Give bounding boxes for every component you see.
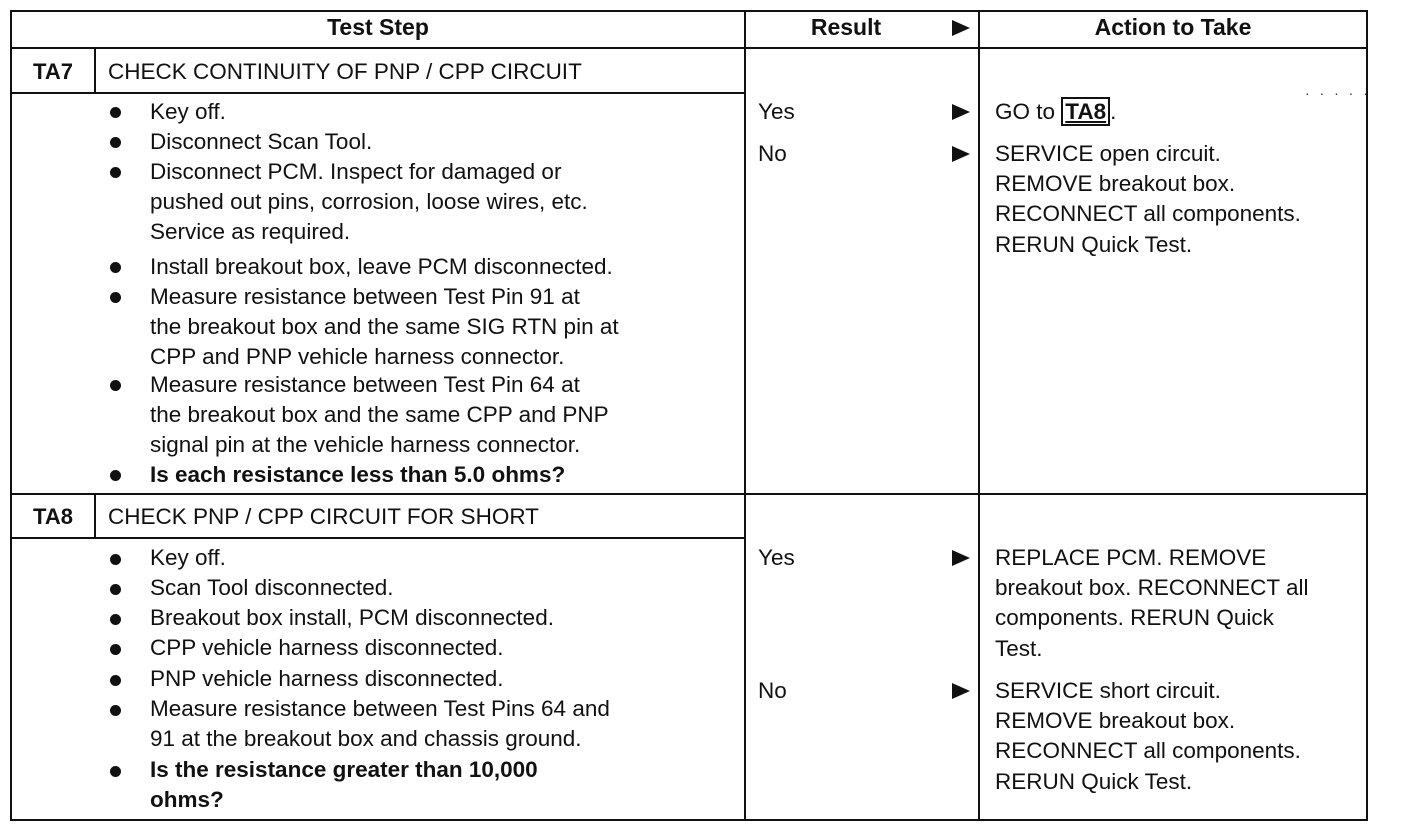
ta8-step-title: CHECK PNP / CPP CIRCUIT FOR SHORT bbox=[108, 504, 539, 529]
ta8-id-divider bbox=[94, 494, 96, 538]
ta7-bullet-6 bbox=[150, 370, 609, 461]
bullet-icon bbox=[110, 292, 121, 303]
action-line: Test. bbox=[995, 635, 1043, 661]
bullet-icon bbox=[110, 470, 121, 481]
bullet-text-line: ohms? bbox=[150, 787, 224, 813]
ta7-action-no bbox=[995, 139, 1301, 260]
bullet-text-line: 91 at the breakout box and chassis ground. bbox=[150, 726, 582, 752]
bullet-icon bbox=[110, 766, 121, 777]
action-line: RECONNECT all components. bbox=[995, 738, 1301, 764]
ta8-bullet-2 bbox=[150, 573, 394, 603]
header-result: Result bbox=[810, 14, 882, 40]
ta8-bullet-4 bbox=[150, 633, 504, 663]
bullet-text-line: Is the resistance greater than 10,000 bbox=[150, 757, 538, 782]
ta8-action-no bbox=[995, 676, 1301, 797]
action-line: REMOVE breakout box. bbox=[995, 708, 1236, 734]
column-divider-result-action bbox=[978, 10, 980, 821]
bullet-text-line: Key off. bbox=[150, 545, 226, 570]
bullet-icon bbox=[110, 167, 121, 178]
bullet-icon bbox=[110, 644, 121, 655]
ta7-title-underline bbox=[10, 92, 746, 94]
bullet-icon bbox=[110, 614, 121, 625]
result-arrow-icon bbox=[952, 104, 970, 120]
bullet-icon bbox=[110, 705, 121, 716]
bullet-text-line: Measure resistance between Test Pins 64 and bbox=[150, 696, 610, 721]
ta7-step-title: CHECK CONTINUITY OF PNP / CPP CIRCUIT bbox=[108, 59, 582, 84]
action-line: RECONNECT all components. bbox=[995, 201, 1301, 227]
header-bottom-border bbox=[10, 47, 1368, 49]
bullet-text-line: PNP vehicle harness disconnected. bbox=[150, 666, 504, 691]
ta8-result-no: No bbox=[758, 678, 787, 703]
ta7-action-yes bbox=[995, 97, 1116, 127]
ta7-bullet-question bbox=[150, 460, 565, 490]
bullet-text-line: Disconnect PCM. Inspect for damaged or bbox=[150, 159, 562, 184]
ta7-bullet-2 bbox=[150, 127, 372, 157]
ta7-result-yes: Yes bbox=[758, 99, 795, 124]
bullet-icon bbox=[110, 107, 121, 118]
action-line: components. RERUN Quick bbox=[995, 605, 1274, 631]
bullet-icon bbox=[110, 380, 121, 391]
ta7-result-no: No bbox=[758, 141, 787, 166]
ta8-bullet-question bbox=[150, 755, 538, 815]
scan-dots-decoration: · · · · · bbox=[1305, 85, 1371, 101]
bullet-text-line: CPP vehicle harness disconnected. bbox=[150, 635, 504, 660]
bullet-text-line: Is each resistance less than 5.0 ohms? bbox=[150, 462, 566, 487]
result-arrow-icon bbox=[952, 550, 970, 566]
ta8-result-yes: Yes bbox=[758, 545, 795, 570]
table-top-border bbox=[10, 10, 1368, 12]
ta8-action-yes bbox=[995, 543, 1308, 664]
bullet-icon bbox=[110, 262, 121, 273]
ta8-bullet-6 bbox=[150, 694, 610, 754]
ta7-bullet-5 bbox=[150, 282, 619, 373]
table-right-border bbox=[1366, 10, 1368, 821]
bullet-text-line: Measure resistance between Test Pin 91 at bbox=[150, 284, 580, 309]
ta8-top-border bbox=[10, 493, 1368, 495]
header-action: Action to Take bbox=[1094, 14, 1252, 40]
bullet-icon bbox=[110, 137, 121, 148]
action-line: RERUN Quick Test. bbox=[995, 768, 1193, 794]
ta8-title-underline bbox=[10, 537, 746, 539]
result-arrow-icon bbox=[952, 683, 970, 699]
column-divider-step-result bbox=[744, 10, 746, 821]
bullet-icon bbox=[110, 675, 121, 686]
bullet-text-line: the breakout box and the same CPP and PNP bbox=[150, 402, 609, 428]
ta8-step-reference[interactable]: TA8 bbox=[1061, 97, 1110, 126]
ta8-bullet-1 bbox=[150, 543, 226, 573]
action-line: SERVICE short circuit. bbox=[995, 678, 1221, 703]
action-line: REMOVE breakout box. bbox=[995, 171, 1236, 197]
bullet-text-line: pushed out pins, corrosion, loose wires, etc. bbox=[150, 189, 588, 215]
header-test-step: Test Step bbox=[327, 14, 429, 40]
result-arrow-icon bbox=[952, 146, 970, 162]
action-text: GO to bbox=[995, 99, 1062, 124]
ta7-bullet-1 bbox=[150, 97, 226, 127]
action-line: RERUN Quick Test. bbox=[995, 231, 1193, 257]
table-left-border bbox=[10, 10, 12, 821]
ta8-bullet-5 bbox=[150, 664, 504, 694]
ta7-id-divider bbox=[94, 49, 96, 93]
bullet-text-line: Measure resistance between Test Pin 64 at bbox=[150, 372, 580, 397]
action-line: breakout box. RECONNECT all bbox=[995, 575, 1309, 601]
bullet-text-line: Install breakout box, leave PCM disconnected. bbox=[150, 254, 613, 279]
table-bottom-border bbox=[10, 819, 1368, 821]
ta8-bullet-3 bbox=[150, 603, 554, 633]
bullet-icon bbox=[110, 584, 121, 595]
action-line: REPLACE PCM. REMOVE bbox=[995, 545, 1267, 570]
header-arrow-icon bbox=[952, 20, 970, 36]
bullet-icon bbox=[110, 554, 121, 565]
bullet-text-line: Key off. bbox=[150, 99, 226, 124]
bullet-text-line: Breakout box install, PCM disconnected. bbox=[150, 605, 554, 630]
action-text: . bbox=[1110, 99, 1117, 124]
bullet-text-line: Disconnect Scan Tool. bbox=[150, 129, 373, 154]
bullet-text-line: signal pin at the vehicle harness connector. bbox=[150, 432, 581, 458]
ta7-step-id: TA7 bbox=[33, 59, 73, 84]
bullet-text-line: Service as required. bbox=[150, 219, 351, 245]
ta7-bullet-4 bbox=[150, 252, 613, 282]
ta8-step-id: TA8 bbox=[33, 504, 73, 529]
bullet-text-line: Scan Tool disconnected. bbox=[150, 575, 394, 600]
bullet-text-line: the breakout box and the same SIG RTN pin at bbox=[150, 314, 619, 340]
bullet-text-line: CPP and PNP vehicle harness connector. bbox=[150, 344, 565, 370]
ta7-bullet-3 bbox=[150, 157, 588, 248]
action-line: SERVICE open circuit. bbox=[995, 141, 1221, 166]
